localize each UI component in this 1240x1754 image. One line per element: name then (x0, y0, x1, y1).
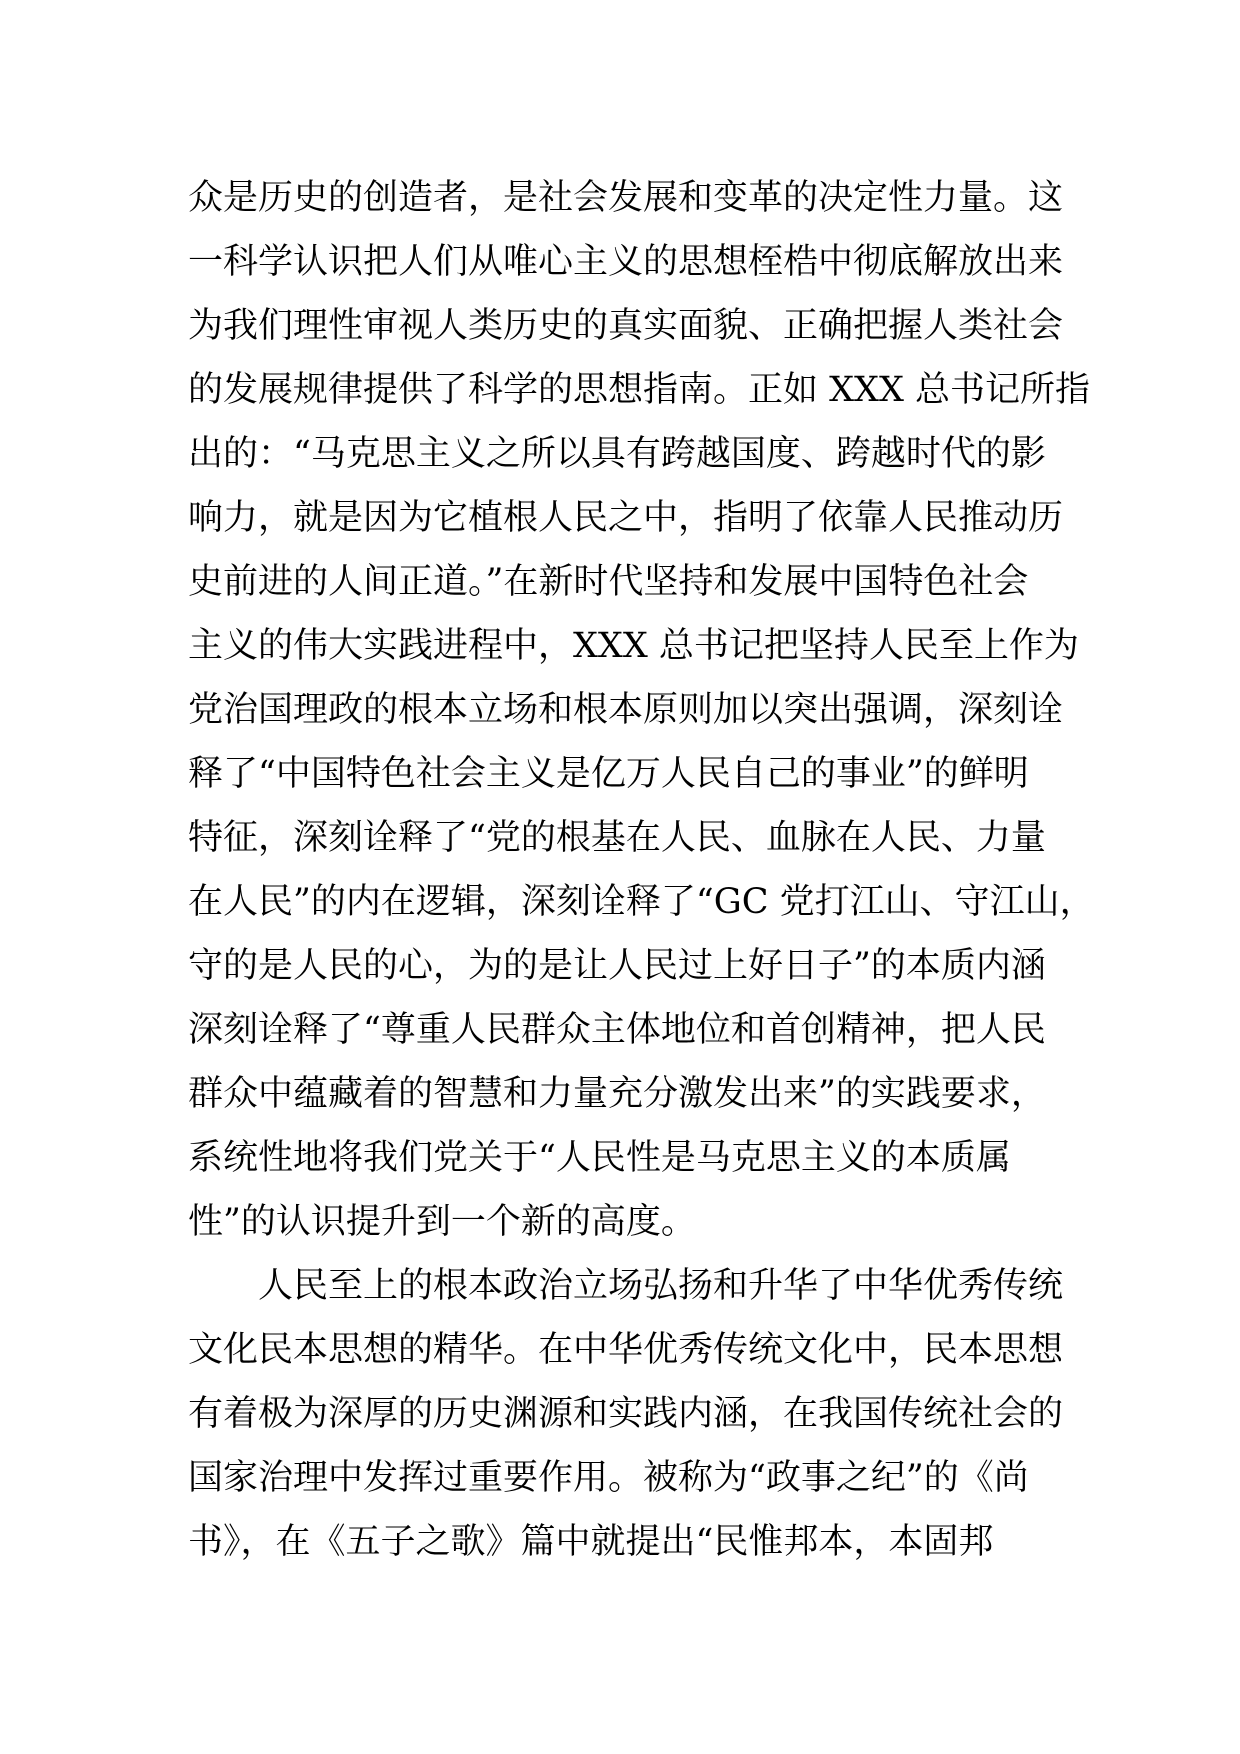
paragraph-1 (188, 166, 1095, 1254)
text-line: 国家治理中发挥过重要作用。被称为“政事之纪”的《尚 (188, 1458, 1029, 1498)
text-line: 为我们理性审视人类历史的真实面貌、正确把握人类社会 (188, 306, 1064, 346)
text-line: 有着极为深厚的历史渊源和实践内涵，在我国传统社会的 (188, 1394, 1064, 1434)
text-line: 群众中蕴藏着的智慧和力量充分激发出来”的实践要求， (188, 1074, 1046, 1114)
text-line: 书》，在《五子之歌》篇中就提出“民惟邦本，本固邦 (188, 1522, 994, 1562)
text-line: 众是历史的创造者，是社会发展和变革的决定性力量。这 (188, 178, 1064, 218)
text-line: 主义的伟大实践进程中，XXX 总书记把坚持人民至上作为 (188, 626, 1079, 666)
text-line: 响力，就是因为它植根人民之中，指明了依靠人民推动历 (188, 498, 1064, 538)
text-line: 特征，深刻诠释了“党的根基在人民、血脉在人民、力量 (188, 818, 1046, 858)
text-line: 释了“中国特色社会主义是亿万人民自己的事业”的鲜明 (188, 754, 1029, 794)
text-line: 的发展规律提供了科学的思想指南。正如 XXX 总书记所指 (188, 370, 1091, 410)
text-line: 一科学认识把人们从唯心主义的思想桎梏中彻底解放出来 (188, 242, 1064, 282)
text-line: 出的：“马克思主义之所以具有跨越国度、跨越时代的影 (188, 434, 1046, 474)
text-line: 人民至上的根本政治立场弘扬和升华了中华优秀传统 (258, 1266, 1064, 1306)
text-line: 系统性地将我们党关于“人民性是马克思主义的本质属 (188, 1138, 1011, 1178)
paragraph-2 (188, 1254, 1088, 1574)
text-line: 性”的认识提升到一个新的高度。 (188, 1202, 696, 1242)
text-line: 在人民”的内在逻辑，深刻诠释了“GC 党打江山、守江山， (188, 882, 1095, 922)
text-line: 深刻诠释了“尊重人民群众主体地位和首创精神，把人民 (188, 1010, 1046, 1050)
text-line: 文化民本思想的精华。在中华优秀传统文化中，民本思想 (188, 1330, 1064, 1370)
text-line: 党治国理政的根本立场和根本原则加以突出强调，深刻诠 (188, 690, 1064, 730)
text-line: 守的是人民的心，为的是让人民过上好日子”的本质内涵 (188, 946, 1046, 986)
text-line: 史前进的人间正道。”在新时代坚持和发展中国特色社会 (188, 562, 1029, 602)
body-text (188, 166, 1095, 1574)
